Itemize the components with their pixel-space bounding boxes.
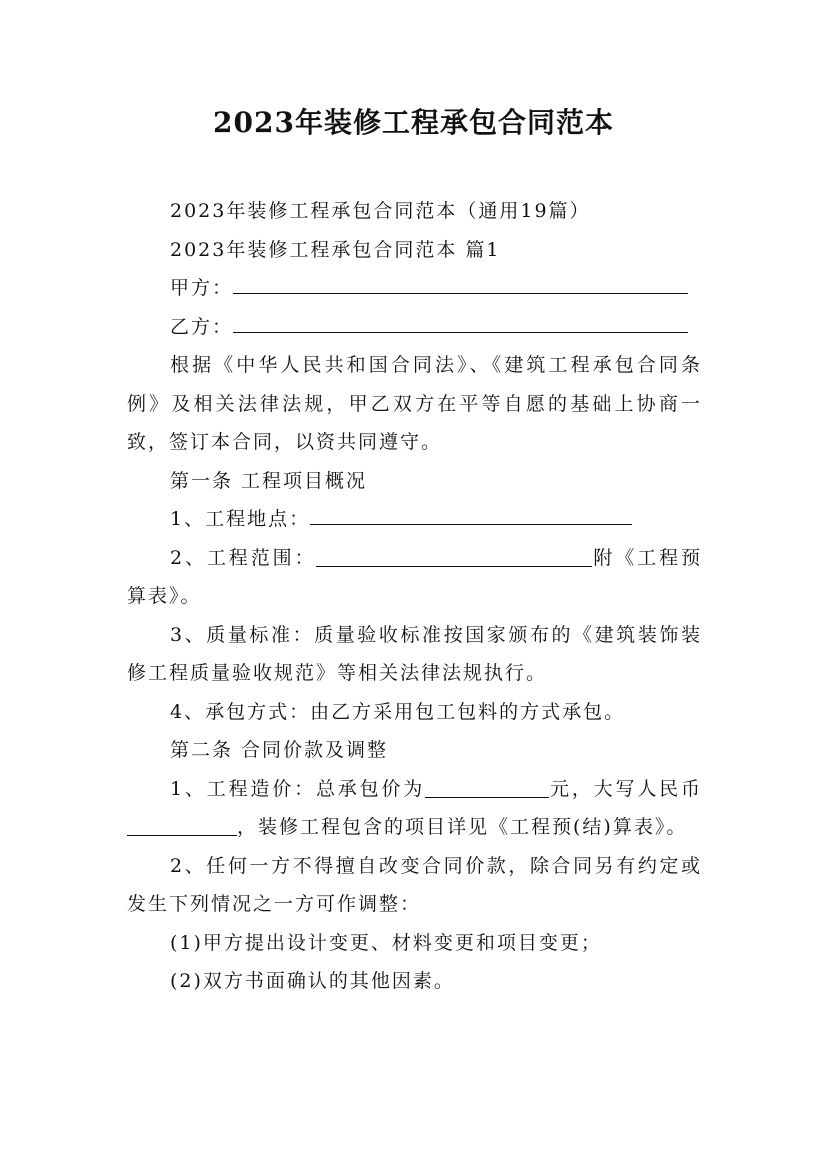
party-b-label: 乙方： (170, 315, 234, 338)
article1-heading: 第一条 工程项目概况 (170, 469, 368, 492)
article1-item2 (127, 539, 702, 616)
party-a-blank[interactable] (233, 274, 688, 294)
preamble-paragraph: 根据《中华人民共和国合同法》、《建筑工程承包合同条例》及相关法律法规，甲乙双方在平等自愿的基础上协商一致，签订本合同，以资共同遵守。 (127, 354, 702, 453)
article2-item1 (127, 770, 702, 847)
document-title: 2023年装修工程承包合同范本 (213, 106, 614, 139)
party-a-label: 甲方： (170, 277, 234, 299)
price-text-a: 1、工程造价：总承包价为 (170, 777, 426, 800)
price-text-b: 元，大写人民币 (549, 777, 702, 800)
article1-item1 (127, 500, 702, 539)
article1-item4: 4、承包方式：由乙方采用包工包料的方式承包。 (170, 700, 626, 723)
article1-item3: 3、质量标准：质量验收标准按国家颁布的《建筑装饰装修工程质量验收规范》等相关法律法规执行。 (127, 623, 702, 684)
item2-label: 2、工程范围： (170, 546, 317, 569)
party-a-line (127, 269, 702, 308)
party-b-blank[interactable] (233, 313, 688, 333)
party-b-line (127, 308, 702, 347)
article2-item2: 2、任何一方不得擅自改变合同价款，除合同另有约定或发生下列情况之一方可作调整： (127, 854, 702, 915)
section-heading: 2023年装修工程承包合同范本 篇1 (170, 238, 501, 261)
total-price-blank[interactable] (425, 778, 549, 798)
item2-suffix: 附《工程预算表》。 (127, 546, 702, 607)
article2-sub2: (2)双方书面确认的其他因素。 (170, 970, 455, 992)
project-location-blank[interactable] (310, 505, 632, 525)
item1-label: 1、工程地点： (170, 508, 311, 530)
price-in-words-blank[interactable] (127, 816, 237, 836)
article2-heading: 第二条 合同价款及调整 (170, 739, 389, 761)
intro-line: 2023年装修工程承包合同范本（通用19篇） (170, 200, 591, 222)
article2-sub1: (1)甲方提出设计变更、材料变更和项目变更； (170, 931, 602, 954)
price-text-c: ，装修工程包含的项目详见《工程预(结)算表》。 (237, 816, 688, 838)
project-scope-blank[interactable] (316, 547, 592, 567)
document-body (127, 192, 702, 1001)
